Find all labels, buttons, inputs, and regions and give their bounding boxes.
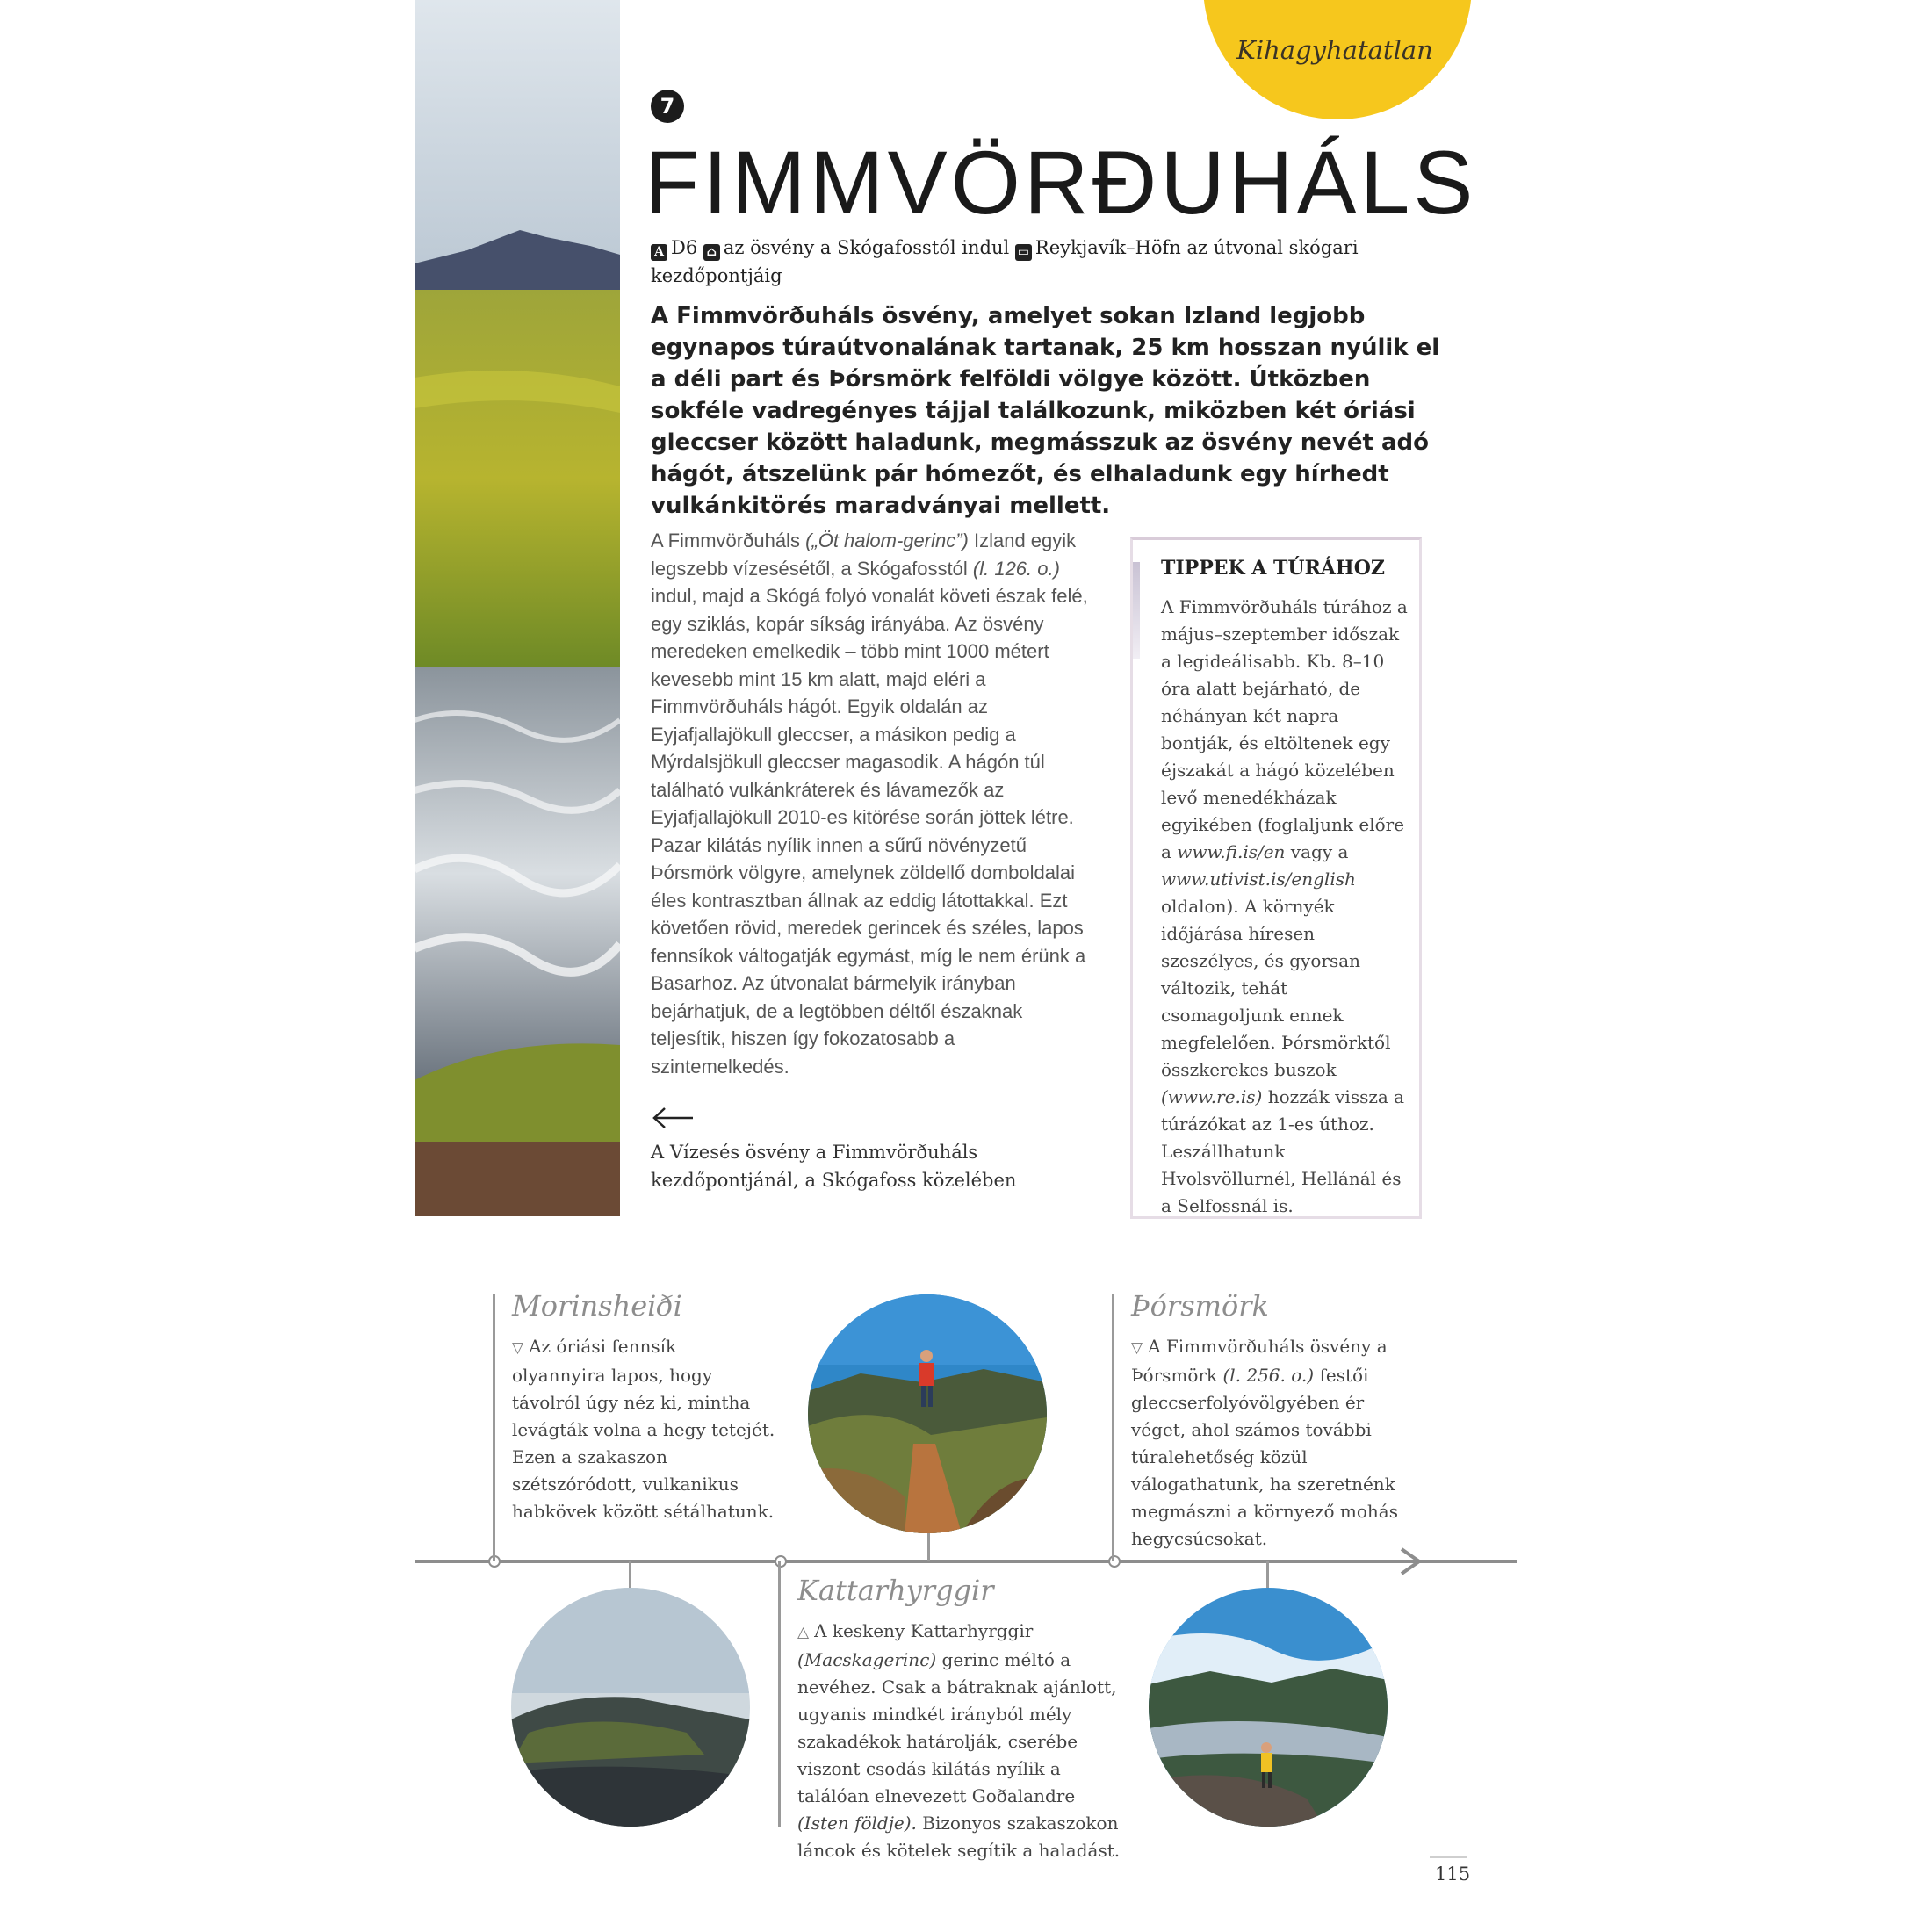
body-text-1: A Fimmvörðuháls (651, 530, 806, 551)
body-text (651, 527, 1094, 1080)
tips-accent-bar (1133, 562, 1140, 659)
badge-label: Kihagyhatatlan (1236, 35, 1433, 65)
tips-title: TIPPEK A TÚRÁHOZ (1161, 557, 1385, 580)
stop-2-text-1: A keskeny Kattarhyrggir (814, 1620, 1034, 1641)
timeline-node (775, 1555, 787, 1568)
trailhead-icon: ⌂ (703, 244, 720, 261)
body-text-2: Izland egyik legszebb vízesésétől, a Skógafosstól (651, 530, 1077, 580)
stop-2-line (778, 1561, 781, 1827)
tips-text-4: hozzák vissza a túrázókat az 1-es úthoz. Leszállhatunk Hvolsvöllurnél, Hellánál és a Selfossnál is. (1161, 1086, 1405, 1216)
landscape-photo (415, 0, 620, 1216)
page-number-rule (1430, 1856, 1467, 1858)
body-italic-2: (l. 126. o.) (972, 557, 1060, 580)
map-ref: D6 (671, 237, 698, 258)
start-text: az ösvény a Skógafosstól indul (723, 237, 1010, 258)
map-icon: A (651, 244, 667, 261)
stop-2-text-2: gerinc méltó a nevéhez. Csak a bátraknak ajánlott, ugyanis mindkét irányból mély szakadékok határolják, cserébe viszont csodás kilátás nyílik a találóan elnevezett Goðalandre (797, 1649, 1117, 1806)
tips-link-1: www.fi.is/en (1177, 841, 1286, 862)
entry-number: 7 (651, 90, 684, 123)
tips-link-2: www.utivist.is/english (1161, 869, 1356, 890)
stop-2-italic-1: (Macskagerinc) (797, 1649, 937, 1670)
tips-link-3: (www.re.is) (1161, 1086, 1263, 1107)
ridge-hiker-image (808, 1294, 1047, 1533)
stop-3-text (1131, 1333, 1403, 1553)
plateau-image (511, 1588, 750, 1827)
side-photo-strip (415, 0, 620, 1216)
photo-connector (1266, 1561, 1269, 1588)
stop-1-title: Morinsheiði (512, 1289, 682, 1323)
ridge-hiker-photo (808, 1294, 1047, 1533)
bus-text: Reykjavík–Höfn az útvonal skógari kezdőpontjáig (651, 237, 1359, 286)
stop-1-description: Az óriási fennsík olyannyira lapos, hogy távolról úgy néz ki, mintha levágták volna a hegy tetejét. Ezen a szakaszon szétszóródott, vulkanikus habkövek között sétálhatunk. (512, 1336, 775, 1522)
stop-2-text (797, 1618, 1122, 1864)
tips-text-3: oldalon). A környék időjárása híresen szeszélyes, és gyorsan változik, tehát csomagoljunk ennek megfelelően. Þórsmörktől összkerekes buszok (1161, 896, 1391, 1080)
page-title: FIMMVÖRÐUHÁLS (645, 133, 1477, 233)
arrow-left-icon (651, 1105, 695, 1131)
stop-3-line (1112, 1294, 1114, 1561)
stop-2-italic-2: (Isten földje). (797, 1813, 917, 1834)
stop-3-title: Þórsmörk (1131, 1289, 1269, 1323)
meta-info (651, 234, 1424, 290)
timeline-node (1108, 1555, 1121, 1568)
body-text-3: indul, majd a Skógá folyó vonalát követi észak felé, egy sziklás, kopár síkság irányába. Az ösvény meredeken emelkedik – több mint 1000 métert kevesebb mint 15 km alatt, majd eléri a Fimmvörðuháls hágót. Egyik oldalán az Eyjafjallajökull gleccser, a másikon pedig a Mýrdalsjökull gleccser magasodik. A hágón túl található vulkánkráterek és lávamezők az Eyjafjallajökull 2010-es kitörése során jöttek létre. Pazar kilátás nyílik innen a sűrű növényzetű Þórsmörk völgyre, amelynek zöldellő domboldalai éles kontrasztban állnak az eddig látottakkal. Ezt követően rövid, meredek gerincek és széles, lapos fennsíkok váltogatják egymást, míg le nem érünk a Basarhoz. Az útvonalat bármelyik irányban bejárhatjuk, de a legtöbben déltől északnak teljesítik, hiszen így fokozatosabb a szintemelkedés. (651, 585, 1088, 1078)
stop-3-italic-1: (l. 256. o.) (1222, 1365, 1315, 1386)
photo-connector (927, 1533, 930, 1561)
body-italic-1: („Öt halom-gerinc”) (805, 530, 969, 551)
tips-text (1161, 594, 1414, 1220)
photo-connector (629, 1561, 631, 1588)
triangle-down-icon: ▽ (512, 1339, 524, 1357)
stop-3-text-1: A Fimmvörðuháls ösvény a Þórsmörk (1131, 1336, 1388, 1386)
stop-1-line (493, 1294, 495, 1561)
timeline-line (415, 1560, 1517, 1563)
stop-2-title: Kattarhyrggir (797, 1574, 994, 1607)
triangle-down-icon: ▽ (1131, 1339, 1143, 1357)
stop-2-text-3: Bizonyos szakaszokon láncok és kötelek segítik a haladást. (797, 1813, 1121, 1861)
bus-icon: ▭ (1015, 244, 1032, 261)
stop-1-text (512, 1333, 775, 1525)
triangle-up-icon: △ (797, 1624, 810, 1641)
page-number: 115 (1435, 1864, 1471, 1885)
tips-text-1: A Fimmvörðuháls túrához a május–szeptember időszak a legideálisabb. Kb. 8–10 óra alatt bejárható, de néhányan két napra bontják, és eltöltenek egy éjszakát a hágó közelében levő menedékházak egyikében (foglaljunk előre a (1161, 596, 1408, 862)
stop-3-text-2: festői gleccserfolyóvölgyében ér véget, ahol számos további túralehetőség közül válogathatunk, ha szeretnénk megmászni a környező mohás hegycsúcsokat. (1131, 1365, 1398, 1549)
valley-photo (1149, 1588, 1388, 1827)
tips-text-2: vagy a (1285, 841, 1349, 862)
lead-paragraph: A Fimmvörðuháls ösvény, amelyet sokan Izland legjobb egynapos túraútvonalának tartanak, 25 km hosszan nyúlik el a déli part és Þórsmörk felföldi völgye között. Útközben sokféle vadregényes tájjal találkozunk, miközben két óriási gleccser között haladunk, megmásszuk az ösvény nevét adó hágót, átszelünk pár hómezőt, és elhaladunk egy hírhedt vulkánkitörés maradványai mellett. (651, 303, 1440, 519)
valley-image (1149, 1588, 1388, 1827)
plateau-photo (511, 1588, 750, 1827)
photo-caption: A Vízesés ösvény a Fimmvörðuháls kezdőpontjánál, a Skógafoss közelében (651, 1142, 1017, 1191)
